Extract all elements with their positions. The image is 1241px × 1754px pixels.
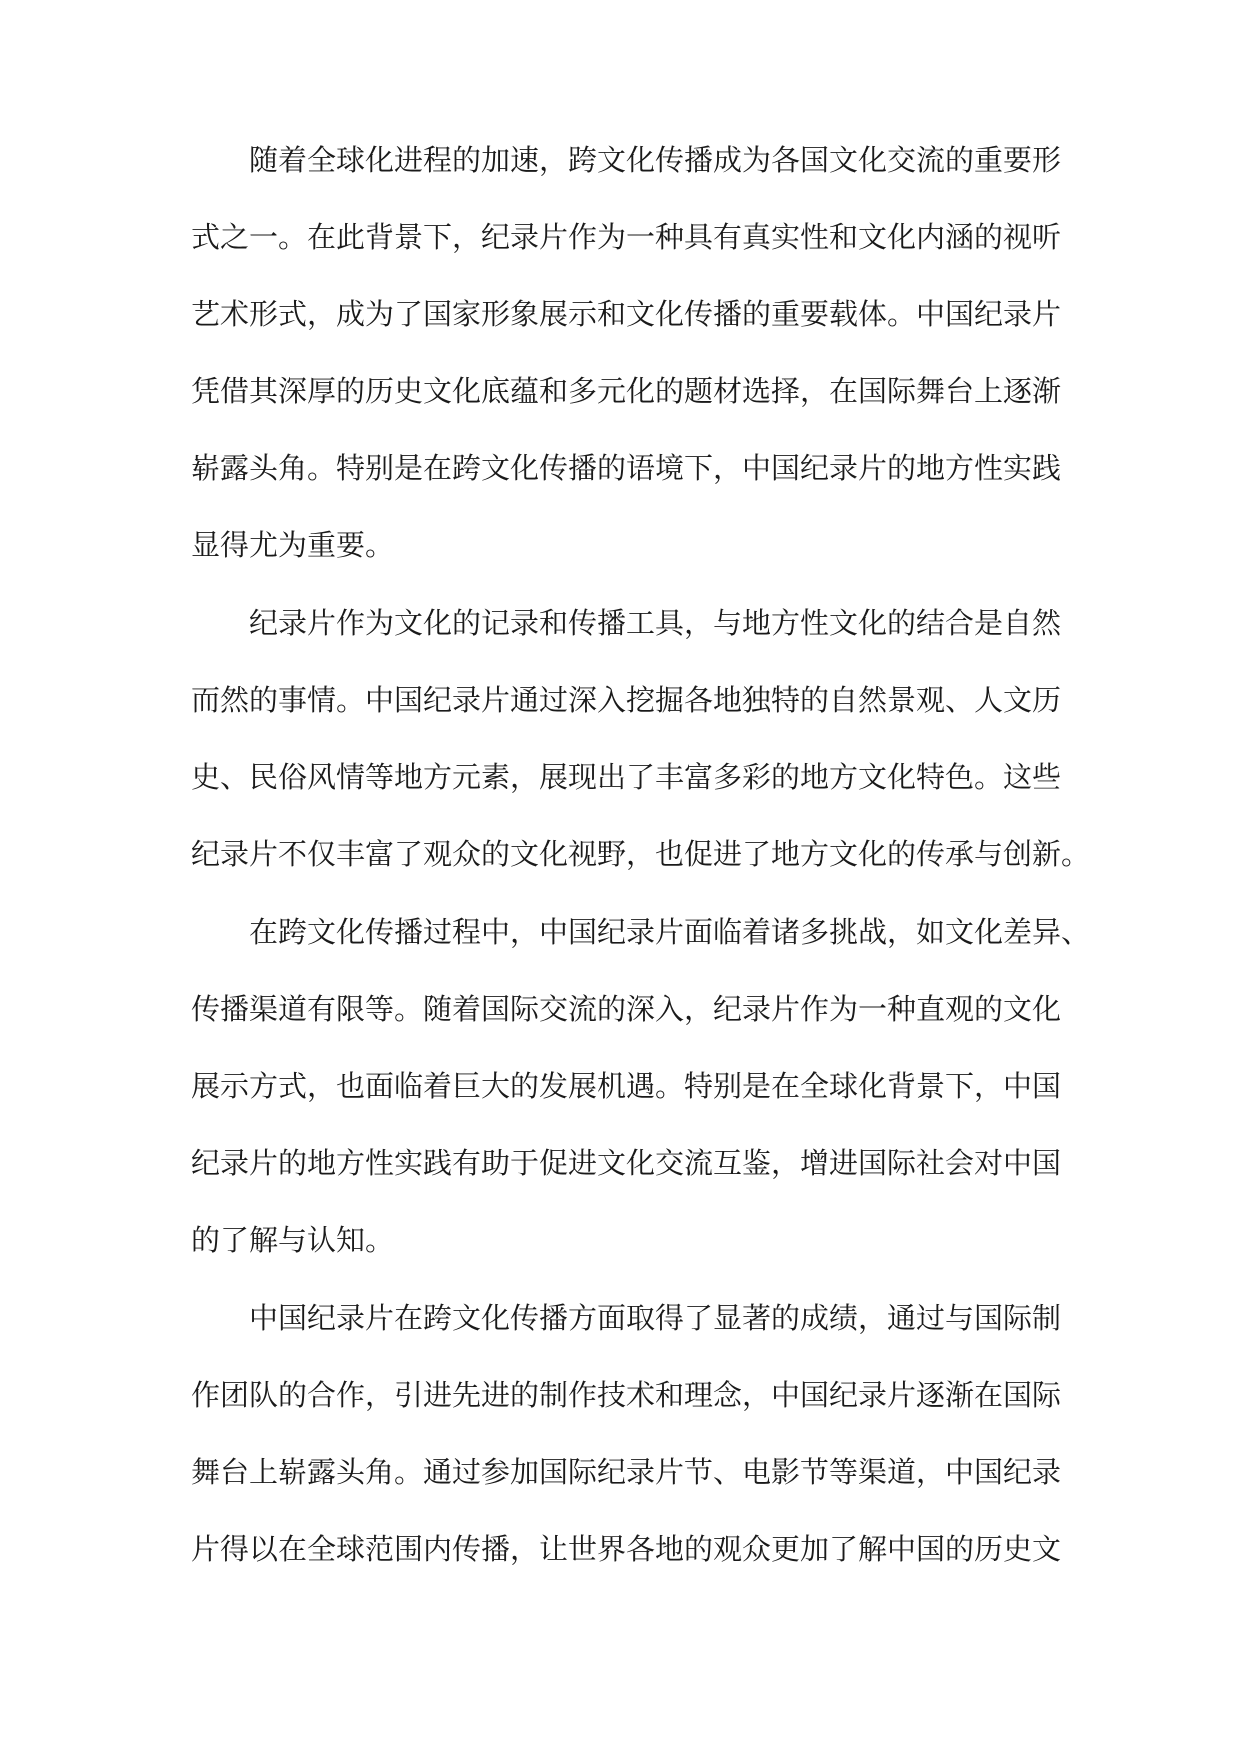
paragraph-3-line-3: 展示方式，也面临着巨大的发展机遇。特别是在全球化背景下，中国 xyxy=(191,1069,1062,1103)
paragraph-2-line-1: 纪录片作为文化的记录和传播工具，与地方性文化的结合是自然 xyxy=(249,606,1062,640)
paragraph-3-line-1: 在跨文化传播过程中，中国纪录片面临着诸多挑战，如文化差异、 xyxy=(249,915,1091,949)
paragraph-2-line-2: 而然的事情。中国纪录片通过深入挖掘各地独特的自然景观、人文历 xyxy=(191,683,1062,717)
paragraph-1-line-4: 凭借其深厚的历史文化底蕴和多元化的题材选择，在国际舞台上逐渐 xyxy=(191,374,1062,408)
paragraph-1-line-1: 随着全球化进程的加速，跨文化传播成为各国文化交流的重要形 xyxy=(249,143,1062,177)
paragraph-4-line-1: 中国纪录片在跨文化传播方面取得了显著的成绩，通过与国际制 xyxy=(249,1301,1062,1335)
paragraph-3-line-5: 的了解与认知。 xyxy=(191,1223,395,1257)
paragraph-2-line-4: 纪录片不仅丰富了观众的文化视野，也促进了地方文化的传承与创新。 xyxy=(191,837,1091,871)
paragraph-1-line-3: 艺术形式，成为了国家形象展示和文化传播的重要载体。中国纪录片 xyxy=(191,297,1062,331)
paragraph-4-line-3: 舞台上崭露头角。通过参加国际纪录片节、电影节等渠道，中国纪录 xyxy=(191,1455,1062,1489)
paragraph-1-line-6: 显得尤为重要。 xyxy=(191,528,395,562)
body-text xyxy=(191,140,1091,1569)
paragraph-1-line-2: 式之一。在此背景下，纪录片作为一种具有真实性和文化内涵的视听 xyxy=(191,220,1062,254)
paragraph-4-line-4: 片得以在全球范围内传播，让世界各地的观众更加了解中国的历史文 xyxy=(191,1532,1062,1566)
paragraph-1-line-5: 崭露头角。特别是在跨文化传播的语境下，中国纪录片的地方性实践 xyxy=(191,451,1062,485)
paragraph-3-line-4: 纪录片的地方性实践有助于促进文化交流互鉴，增进国际社会对中国 xyxy=(191,1146,1062,1180)
paragraph-2-line-3: 史、民俗风情等地方元素，展现出了丰富多彩的地方文化特色。这些 xyxy=(191,760,1062,794)
paragraph-3-line-2: 传播渠道有限等。随着国际交流的深入，纪录片作为一种直观的文化 xyxy=(191,992,1062,1026)
paragraph-4-line-2: 作团队的合作，引进先进的制作技术和理念，中国纪录片逐渐在国际 xyxy=(191,1378,1062,1412)
